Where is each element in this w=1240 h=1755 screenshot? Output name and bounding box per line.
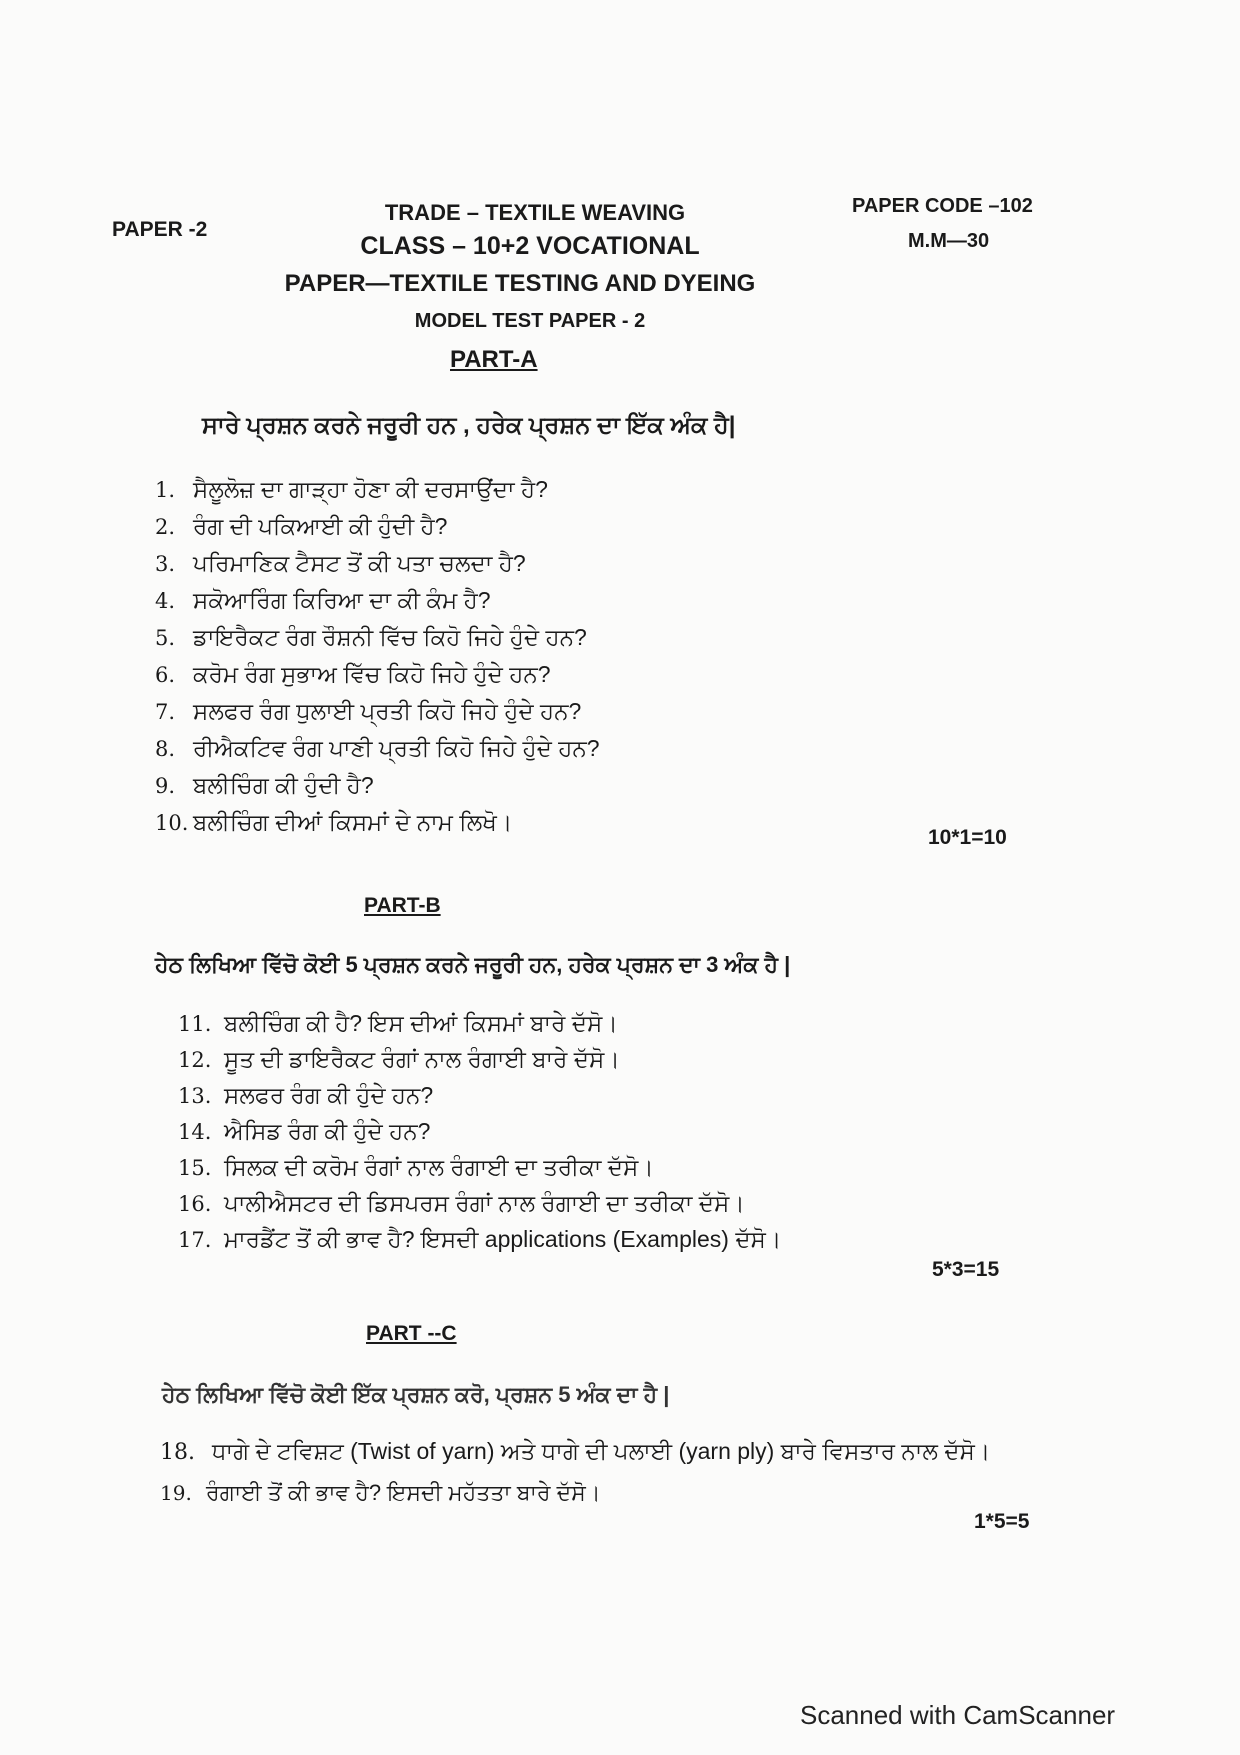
part-a-instruction: ਸਾਰੇ ਪ੍ਰਸ਼ਨ ਕਰਨੇ ਜਰੂਰੀ ਹਨ , ਹਰੇਕ ਪ੍ਰਸ਼ਨ ਦਾ ਇੱਕ ਅੰਕ ਹੈ| <box>202 412 736 439</box>
camscanner-watermark: Scanned with CamScanner <box>800 1700 1116 1730</box>
part-a-question-list <box>155 476 600 846</box>
part-c-marks: 1*5=5 <box>974 1510 1030 1533</box>
paper-title: PAPER—TEXTILE TESTING AND DYEING <box>284 270 756 297</box>
question-item: 1. ਸੈਲੂਲੋਜ਼ ਦਾ ਗਾੜ੍ਹਾ ਹੋਣਾ ਕੀ ਦਰਸਾਉਂਦਾ ਹੈ? <box>155 476 548 502</box>
trade-title: TRADE – TEXTILE WEAVING <box>384 200 686 225</box>
part-c-question-list <box>160 1438 990 1518</box>
question-item: 7. ਸਲਫਰ ਰੰਗ ਧੁਲਾਈ ਪ੍ਰਤੀ ਕਿਹੋ ਜਿਹੇ ਹੁੰਦੇ ਹਨ? <box>155 698 582 724</box>
question-item: 3. ਪਰਿਮਾਣਿਕ ਟੈਸਟ ਤੋਂ ਕੀ ਪਤਾ ਚਲਦਾ ਹੈ? <box>155 550 526 576</box>
max-marks: M.M—30 <box>908 230 990 252</box>
question-item: 8. ਰੀਐਕਟਿਵ ਰੰਗ ਪਾਣੀ ਪ੍ਰਤੀ ਕਿਹੋ ਜਿਹੇ ਹੁੰਦੇ ਹਨ? <box>155 735 600 761</box>
paper-code: PAPER CODE –102 <box>852 195 1033 217</box>
question-item: 6. ਕਰੋਮ ਰੰਗ ਸੁਭਾਅ ਵਿੱਚ ਕਿਹੋ ਜਿਹੇ ਹੁੰਦੇ ਹਨ? <box>155 661 551 687</box>
part-a-marks: 10*1=10 <box>928 826 1007 849</box>
part-a-title: PART-A <box>450 346 538 373</box>
part-c-title: PART --C <box>366 1322 457 1345</box>
question-item: 10. ਬਲੀਚਿੰਗ ਦੀਆਂ ਕਿਸਮਾਂ ਦੇ ਨਾਮ ਲਿਖੋ। <box>155 809 513 835</box>
part-b-marks: 5*3=15 <box>932 1258 1000 1281</box>
question-item: 15. ਸਿਲਕ ਦੀ ਕਰੋਮ ਰੰਗਾਂ ਨਾਲ ਰੰਗਾਈ ਦਾ ਤਰੀਕਾ ਦੱਸੋ। <box>178 1154 654 1180</box>
part-b-question-list <box>178 1010 781 1262</box>
question-item: 11. ਬਲੀਚਿੰਗ ਕੀ ਹੈ? ਇਸ ਦੀਆਂ ਕਿਸਮਾਂ ਬਾਰੇ ਦੱਸੋ। <box>178 1010 618 1036</box>
question-item: 16. ਪਾਲੀਐਸਟਰ ਦੀ ਡਿਸਪਰਸ ਰੰਗਾਂ ਨਾਲ ਰੰਗਾਈ ਦਾ ਤਰੀਕਾ ਦੱਸੋ। <box>178 1190 745 1216</box>
paper-number: PAPER -2 <box>112 218 208 241</box>
question-item: 18. ਧਾਗੇ ਦੇ ਟਵਿਸ਼ਟ (Twist of yarn) ਅਤੇ ਧਾਗੇ ਦੀ ਪਲਾਈ (yarn ply) ਬਾਰੇ ਵਿਸਤਾਰ ਨਾਲ ਦੱਸੋ। <box>160 1438 991 1465</box>
model-test-title: MODEL TEST PAPER - 2 <box>414 310 646 332</box>
question-item: 5. ਡਾਇਰੈਕਟ ਰੰਗ ਰੌਸ਼ਨੀ ਵਿੱਚ ਕਿਹੋ ਜਿਹੇ ਹੁੰਦੇ ਹਨ? <box>155 624 587 650</box>
question-item: 12. ਸੂਤ ਦੀ ਡਾਇਰੈਕਟ ਰੰਗਾਂ ਨਾਲ ਰੰਗਾਈ ਬਾਰੇ ਦੱਸੋ। <box>178 1046 620 1072</box>
question-item: 13. ਸਲਫਰ ਰੰਗ ਕੀ ਹੁੰਦੇ ਹਨ? <box>178 1082 434 1108</box>
question-item: 9. ਬਲੀਚਿੰਗ ਕੀ ਹੁੰਦੀ ਹੈ? <box>155 772 374 798</box>
question-item: 2. ਰੰਗ ਦੀ ਪਕਿਆਈ ਕੀ ਹੁੰਦੀ ਹੈ? <box>155 513 448 539</box>
part-c-instruction: ਹੇਠ ਲਿਖਿਆ ਵਿੱਚੋ ਕੋਈ ਇੱਕ ਪ੍ਰਸ਼ਨ ਕਰੋ, ਪ੍ਰਸ਼ਨ 5 ਅੰਕ ਦਾ ਹੈ | <box>162 1382 670 1407</box>
question-item: 17. ਮਾਰਡੈਂਟ ਤੋਂ ਕੀ ਭਾਵ ਹੈ? ਇਸਦੀ applications (Examples) ਦੱਸੋ। <box>178 1226 782 1252</box>
question-item: 4. ਸਕੋਆਰਿੰਗ ਕਿਰਿਆ ਦਾ ਕੀ ਕੰਮ ਹੈ? <box>155 587 491 613</box>
part-b-title: PART-B <box>364 894 441 917</box>
question-item: 19. ਰੰਗਾਈ ਤੋਂ ਕੀ ਭਾਵ ਹੈ? ਇਸਦੀ ਮਹੱਤਤਾ ਬਾਰੇ ਦੱਸੋ। <box>160 1480 601 1505</box>
class-title: CLASS – 10+2 VOCATIONAL <box>360 232 700 260</box>
question-item: 14. ਐਸਿਡ ਰੰਗ ਕੀ ਹੁੰਦੇ ਹਨ? <box>178 1118 431 1144</box>
part-b-instruction: ਹੇਠ ਲਿਖਿਆ ਵਿੱਚੋ ਕੋਈ 5 ਪ੍ਰਸ਼ਨ ਕਰਨੇ ਜਰੂਰੀ ਹਨ, ਹਰੇਕ ਪ੍ਰਸ਼ਨ ਦਾ 3 ਅੰਕ ਹੈ | <box>155 952 791 977</box>
